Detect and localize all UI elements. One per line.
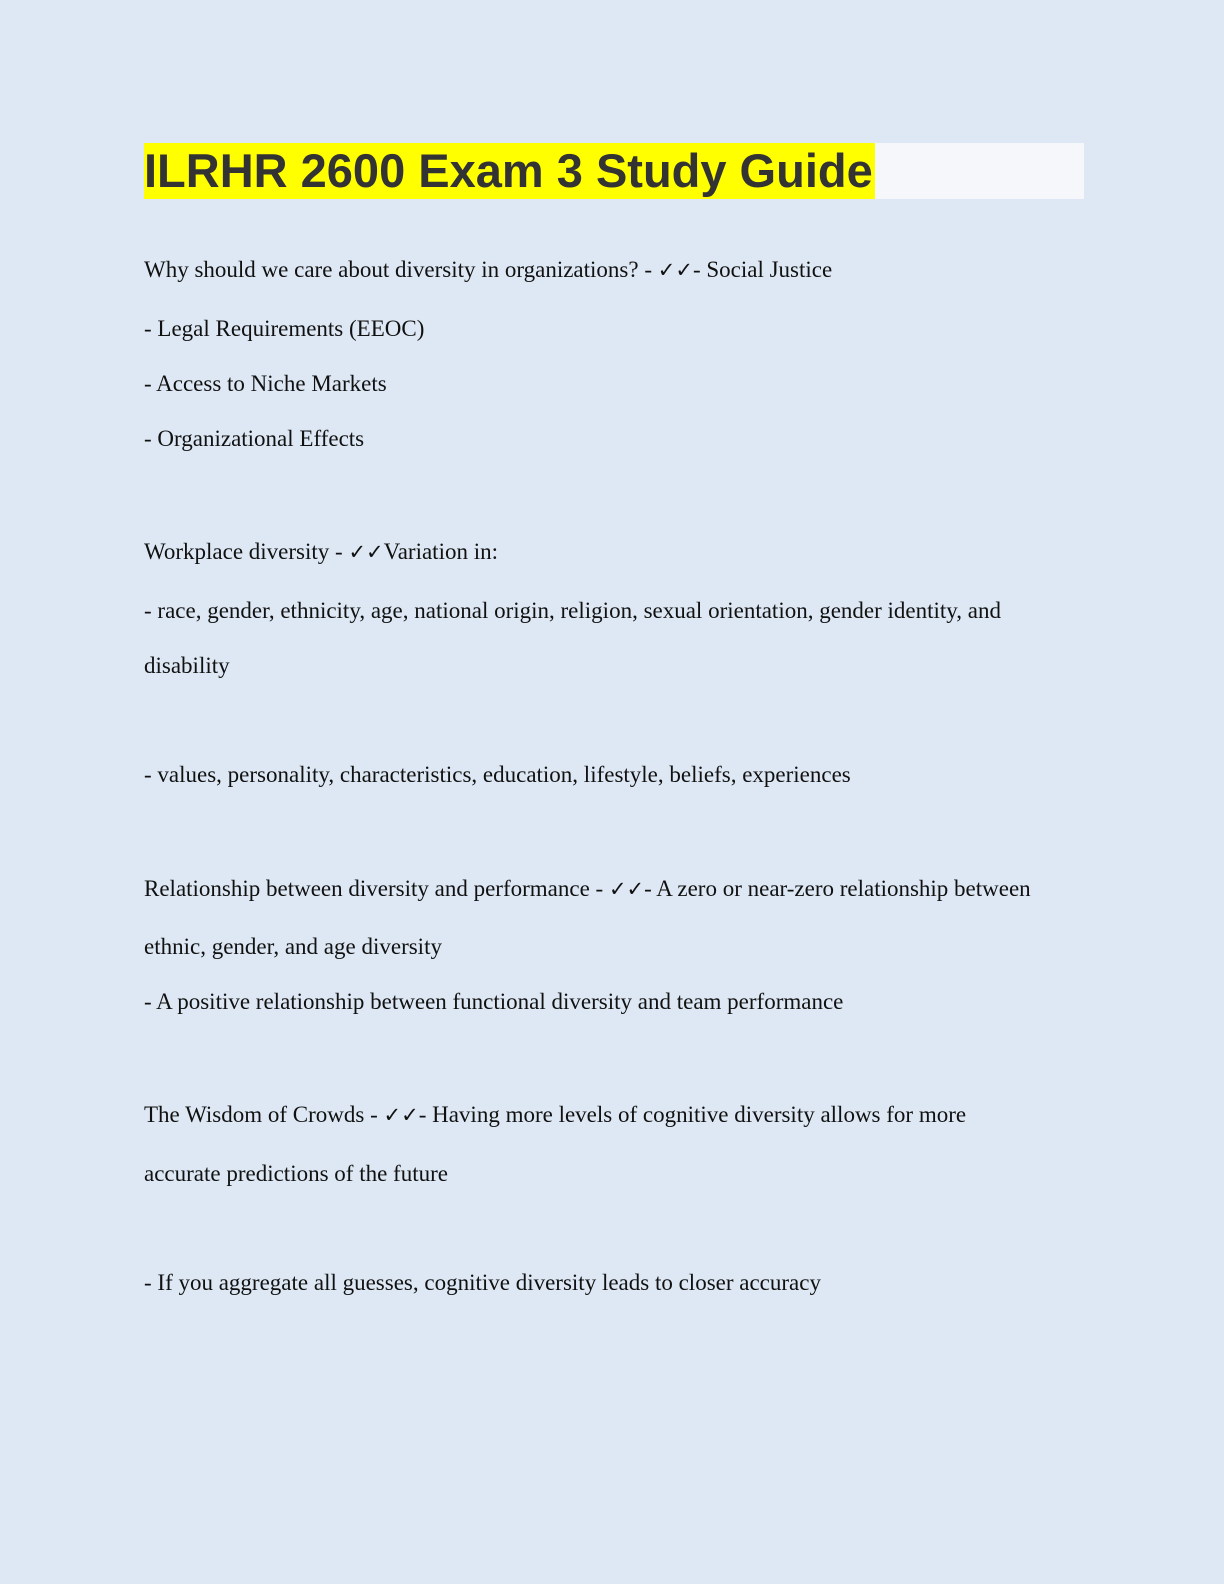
page-title: ILRHR 2600 Exam 3 Study Guide	[144, 144, 873, 197]
double-check-icon: ✓✓	[608, 877, 645, 901]
answer-text: - Having more levels of cognitive diversity allows for more	[418, 1102, 967, 1127]
double-check-icon: ✓✓	[383, 1103, 419, 1127]
answer-line: - race, gender, ethnicity, age, national origin, religion, sexual orientation, gender identity, and	[144, 598, 1002, 623]
answer-line: - values, personality, characteristics, education, lifestyle, beliefs, experiences	[144, 762, 851, 787]
qa-question-line	[144, 256, 832, 284]
qa-question-line	[144, 875, 1031, 903]
answer-line: - Legal Requirements (EEOC)	[144, 316, 425, 341]
question-text: The Wisdom of Crowds -	[144, 1102, 384, 1127]
answer-text: - Social Justice	[692, 257, 833, 282]
answer-line: - A positive relationship between functional diversity and team performance	[144, 989, 844, 1014]
qa-question-line	[144, 1101, 966, 1129]
answer-text: Variation in:	[383, 539, 498, 564]
question-text: Workplace diversity -	[144, 539, 349, 564]
question-text: Relationship between diversity and performance -	[144, 876, 609, 901]
answer-line: disability	[144, 653, 230, 678]
double-check-icon: ✓✓	[348, 540, 384, 564]
answer-line: accurate predictions of the future	[144, 1161, 448, 1186]
double-check-icon: ✓✓	[657, 258, 693, 282]
answer-line: ethnic, gender, and age diversity	[144, 934, 442, 959]
answer-line: - If you aggregate all guesses, cognitive diversity leads to closer accuracy	[144, 1270, 821, 1295]
answer-line: - Organizational Effects	[144, 426, 365, 451]
answer-line: - Access to Niche Markets	[144, 371, 387, 396]
answer-text: - A zero or near-zero relationship between	[644, 876, 1031, 901]
question-text: Why should we care about diversity in organizations? -	[144, 257, 658, 282]
qa-question-line	[144, 538, 498, 566]
